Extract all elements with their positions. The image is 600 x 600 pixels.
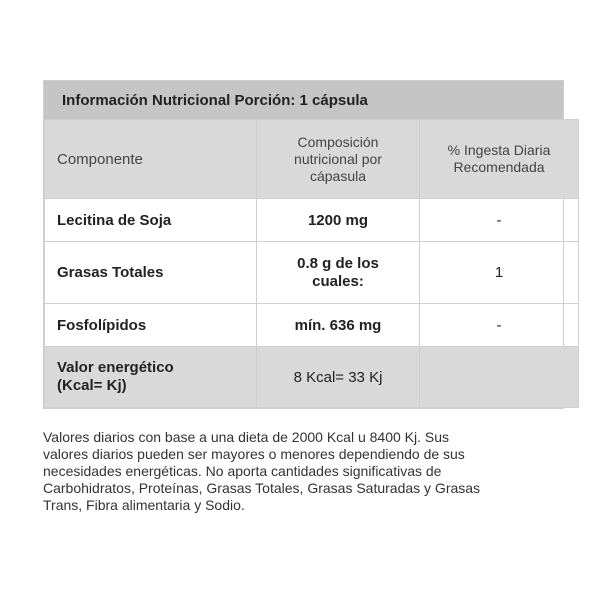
row-component-line-1: Valor energético: [57, 359, 174, 376]
row-component: Fosfolípidos: [45, 304, 257, 347]
footnote-line-4: Carbohidratos, Proteínas, Grasas Totales, Grasas Saturadas y Grasas: [43, 480, 481, 496]
row-composition: 1200 mg: [257, 199, 420, 242]
table-title: Información Nutricional Porción: 1 cápsula: [44, 81, 563, 119]
row-composition: mín. 636 mg: [257, 304, 420, 347]
row-component: Lecitina de Soja: [45, 199, 257, 242]
row-composition-line-1: 0.8 g de los: [297, 254, 379, 272]
table-row: [45, 304, 579, 347]
header-daily-intake-line-2: Recomendada: [453, 159, 545, 175]
table-row: [45, 242, 579, 304]
header-composition-line-1: Composición: [297, 133, 379, 150]
row-daily-intake: -: [420, 304, 579, 347]
nutrition-facts-panel: [43, 80, 564, 409]
row-daily-intake: 1: [420, 242, 579, 304]
footnote-line-1: Valores diarios con base a una dieta de 2000 Kcal u 8400 Kj. Sus: [43, 429, 450, 445]
header-composition-line-3: cápasula: [309, 167, 367, 184]
footnote-line-5: Trans, Fibra alimentaria y Sodio.: [43, 497, 245, 513]
table-row: [45, 199, 579, 242]
table-header-row: [45, 120, 579, 199]
table-row-energy: [45, 347, 579, 408]
nutrition-table: [44, 119, 579, 408]
row-component-line-2: (Kcal= Kj): [57, 377, 127, 394]
footnote-text: [43, 429, 573, 514]
row-component: Grasas Totales: [45, 242, 257, 304]
row-daily-intake: -: [420, 199, 579, 242]
footnote-line-2: valores diarios pueden ser mayores o menores dependiendo de sus: [43, 446, 465, 462]
header-composition: [257, 120, 420, 199]
row-daily-intake: [420, 347, 579, 408]
header-component: Componente: [45, 120, 257, 199]
header-daily-intake: [420, 120, 579, 199]
row-composition-line-2: cuales:: [312, 272, 364, 290]
header-daily-intake-line-1: % Ingesta Diaria: [447, 142, 551, 158]
footnote-line-3: necesidades energéticas. No aporta cantidades significativas de: [43, 463, 442, 479]
row-composition: 8 Kcal= 33 Kj: [257, 347, 420, 408]
row-composition: [257, 242, 420, 304]
header-composition-line-2: nutricional por: [294, 150, 382, 167]
row-component: [45, 347, 257, 408]
